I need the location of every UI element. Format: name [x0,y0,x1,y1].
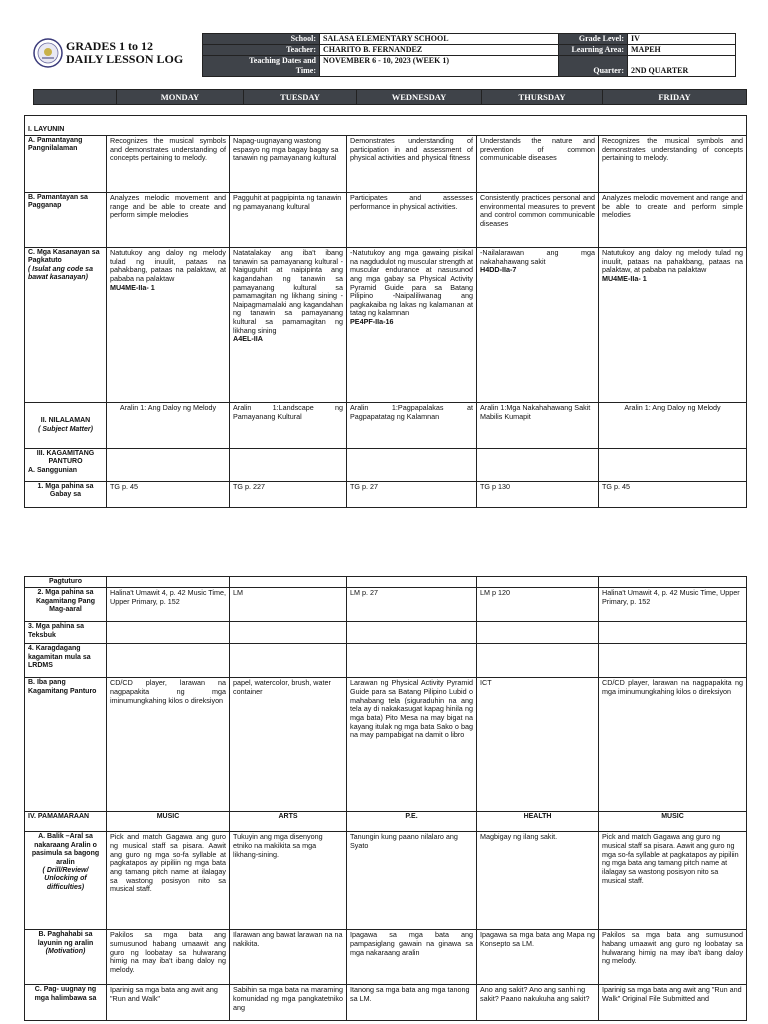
p2-row-5-tuesday: ARTS [230,812,347,832]
p2-row-2-label: 3. Mga pahina sa Teksbuk [25,622,107,644]
row-4-label: 1. Mga pahina sa Gabay sa [25,482,107,508]
p2-row-2-thursday [477,622,599,644]
row-b-wednesday: Participates and assesses performance in physical activities. [347,193,477,248]
title-line-1: GRADES 1 to 12 [66,39,154,53]
row-c-sublabel: ( Isulat ang code sa bawat kasanayan) [28,265,93,282]
p2-row-6-thursday: Magbigay ng ilang sakit. [477,832,599,930]
p2-row-0-tuesday [230,577,347,588]
row-a-tuesday: Napag-uugnayang wastong espasyo ng mga bagay bagay sa tanawin ng pamayanang kultural [230,136,347,193]
p2-row-4-label: B. Iba pang Kagamitang Panturo [25,678,107,812]
deped-seal [33,38,63,68]
p2-row-4-monday: CD/CD player, larawan na nagpapakita ng mga iminumungkahing kilos o direksiyon [107,678,230,812]
p2-row-7-thursday: Ipagawa sa mga bata ang Mapa ng Konsepto sa LM. [477,930,599,985]
row-3-sublabel: A. Sanggunian [28,466,77,474]
p2-row-0-friday [599,577,747,588]
p2-row-3-thursday [477,644,599,678]
header-info-table [202,33,736,77]
row-b-monday: Analyzes melodic movement and range and be able to create and perform simple melodies [107,193,230,248]
school-label: School: [203,34,320,45]
row-c-thursday-text: -Nailalarawan ang mga nakahahawang sakit [480,248,595,266]
row-2-sublabel: ( Subject Matter) [38,425,93,433]
p2-row-1-wednesday: LM p. 27 [347,588,477,622]
p2-row-8-label: C. Pag- uugnay ng mga halimbawa sa [25,985,107,1021]
day-wednesday: WEDNESDAY [357,90,482,105]
row-b-friday: Analyzes melodic movement and range and be able to create and perform simple melodies [599,193,747,248]
row-c-wednesday-text: -Natutukoy ang mga gawaing pisikal na nagdudulot ng muscular strength at muscular endurance at nasusunod ang mga gabay sa Physical Activity Pyramid Guide para sa Batang Pilipino -Naipaliliwanag ang pagkakaiba ng lakas ng kalamanan at tatag ng kalamnan [350,248,473,318]
row-2-friday: Aralin 1: Ang Daloy ng Melody [599,403,747,449]
p2-row-7-monday: Pakilos sa mga bata ang sumusunod habang umaawit ang guro ng loobatay sa hulwarang himig na may iba't ibang daloy ng melody. [107,930,230,985]
row-3-tuesday [230,449,347,482]
p2-row-6-sublabel: ( Drill/Review/ Unlocking of difficulties) [42,866,89,891]
p2-row-5-monday: MUSIC [107,812,230,832]
p2-row-5-label: IV. PAMAMARAAN [25,812,107,832]
row-3-monday [107,449,230,482]
row-4-friday: TG p. 45 [599,482,747,508]
row-c-friday-code: MU4ME-IIa- 1 [602,273,647,283]
p2-row-8-wednesday: Itanong sa mga bata ang mga tanong sa LM. [347,985,477,1021]
p2-row-8-thursday: Ano ang sakit? Ano ang sanhi ng sakit? Paano nakukuha ang sakit? [477,985,599,1021]
p2-row-6-label-cell [25,832,107,930]
p2-row-1-friday: Halina't Umawit 4, p. 42 Music Time, Upper Primary, p. 152 [599,588,747,622]
row-c-thursday-code: H4DD-IIa-7 [480,265,517,275]
row-2-label: II. NILALAMAN [40,417,91,425]
p2-row-4-tuesday: papel, watercolor, brush, water container [230,678,347,812]
p2-row-6-tuesday: Tukuyin ang mga disenyong etniko na makikita sa mga likhang-sining. [230,832,347,930]
lesson-table-page1 [24,115,747,508]
layunin-heading: I. LAYUNIN [25,116,747,136]
row-c-label: C. Mga Kasanayan sa Pagkatuto [28,249,100,265]
row-c-tuesday-text: Natatalakay ang iba't ibang tanawin sa pamayanang kultural -Naiguguhit at naipipinta ang kagandahan ng tanawin sa pamayanang kultural sa pamamagitan ng likhang sining -Naipagmamalaki ang kagandahan ng tanawin sa pamayanang kultural sa pamamagitan ng likhang sining [233,248,343,335]
grade-value: IV [628,34,736,45]
p2-row-0-monday [107,577,230,588]
teacher-label: Teacher: [203,45,320,56]
dates-label-2: Time: [295,66,316,75]
p2-row-4-wednesday: Larawan ng Physical Activity Pyramid Guide para sa Batang Pilipino Lubid o mahabang tela (siguraduhin na ang tela ay di nakakasugat kapag hinila ng mga bata) Pito Mesa na may bigat na kayang itulak ng mga bata Sako o bag na may pampabigat na damit o libro [347,678,477,812]
p2-row-7-tuesday: Ilarawan ang bawat larawan na na nakikita. [230,930,347,985]
area-value: MAPEH [628,45,736,56]
row-a-monday: Recognizes the musical symbols and demonstrates understanding of concepts pertaining to melody. [107,136,230,193]
day-tuesday: TUESDAY [244,90,357,105]
school-value: SALASA ELEMENTARY SCHOOL [320,34,559,45]
p2-row-6-wednesday: Tanungin kung paano nilalaro ang Syato [347,832,477,930]
p2-row-3-tuesday [230,644,347,678]
day-header-blank [34,90,117,105]
row-c-monday [107,248,230,403]
p2-row-7-wednesday: Ipagawa sa mga bata ang pampasiglang gawain na ginawa sa mga nakaraang aralin [347,930,477,985]
p2-row-6-label: A. Balik –Aral sa nakaraang Aralin o pasimula sa bagong aralin [31,833,100,866]
row-a-thursday: Understands the nature and prevention of common communicable diseases [477,136,599,193]
dates-label-1: Teaching Dates and [249,56,316,65]
row-2-monday: Aralin 1: Ang Daloy ng Melody [107,403,230,449]
row-a-friday: Recognizes the musical symbols and demonstrates understanding of concepts pertaining to melody. [599,136,747,193]
document-title [66,40,183,66]
p2-row-6-monday: Pick and match Gagawa ang guro ng musical staff sa pisara. Aawit ang guro ng mga so-fa syllable at pagkatapos ay pipiliin ng mga bata ang tamang pitch name at ilalagay sa wastong posisyon nito sa musical staff. [107,832,230,930]
row-c-friday [599,248,747,403]
row-b-label: B. Pamantayan sa Pagganap [25,193,107,248]
row-c-tuesday [230,248,347,403]
row-3-wednesday [347,449,477,482]
row-2-tuesday: Aralin 1:Landscape ng Pamayanang Kultural [230,403,347,449]
area-label: Learning Area: [559,45,628,56]
p2-row-0-thursday [477,577,599,588]
p2-row-8-friday: Iparinig sa mga bata ang awit ang "Run and Walk" Original File Submitted and [599,985,747,1021]
row-2-label-cell [25,403,107,449]
row-c-wednesday [347,248,477,403]
quarter-value: 2ND QUARTER [628,56,736,77]
p2-row-3-label: 4. Karagdagang kagamitan mula sa LRDMS [25,644,107,678]
row-4-thursday: TG p 130 [477,482,599,508]
row-a-wednesday: Demonstrates understanding of participation in and assessment of physical activities and physical fitness [347,136,477,193]
row-3-friday [599,449,747,482]
row-b-tuesday: Pagguhit at pagpipinta ng tanawin ng pamayanang kultural [230,193,347,248]
row-4-wednesday: TG p. 27 [347,482,477,508]
day-header-bar [33,89,747,105]
p2-row-0-label: Pagtuturo [25,577,107,588]
title-line-2: DAILY LESSON LOG [66,52,184,66]
teacher-value: CHARITO B. FERNANDEZ [320,45,559,56]
p2-row-2-wednesday [347,622,477,644]
p2-row-3-monday [107,644,230,678]
row-c-friday-text: Natutukoy ang daloy ng melody tulad ng inuulit, pataas na pahakbang, pataas na palaktaw, at pababa na palaktaw [602,248,743,275]
p2-row-7-label-cell [25,930,107,985]
day-monday: MONDAY [117,90,244,105]
row-c-monday-text: Natutukoy ang daloy ng melody tulad ng inuulit, pataas na pahakbang, pataas na palaktaw, at pababa na palaktaw [110,248,226,283]
row-c-label-cell [25,248,107,403]
row-3-label: III. KAGAMITANG PANTURO [36,450,95,466]
p2-row-2-tuesday [230,622,347,644]
p2-row-1-monday: Halina't Umawit 4, p. 42 Music Time, Upper Primary, p. 152 [107,588,230,622]
p2-row-5-wednesday: P.E. [347,812,477,832]
row-b-thursday: Consistently practices personal and environmental measures to prevent and control common communicable diseases [477,193,599,248]
day-friday: FRIDAY [603,90,747,105]
lesson-table-page2 [24,576,747,1021]
p2-row-8-monday: Iparinig sa mga bata ang awit ang "Run and Walk" [107,985,230,1021]
p2-row-7-label: B. Paghahabi sa layunin ng aralin [37,931,94,947]
row-4-tuesday: TG p. 227 [230,482,347,508]
p2-row-4-thursday: ICT [477,678,599,812]
quarter-label: Quarter: [559,56,628,77]
row-3-thursday [477,449,599,482]
row-c-tuesday-code: A4EL-IIA [233,334,263,344]
p2-row-8-tuesday: Sabihin sa mga bata na maraming komunidad ng mga pangkatetniko ang [230,985,347,1021]
row-c-monday-code: MU4ME-IIa- 1 [110,282,155,292]
dates-value: NOVEMBER 6 - 10, 2023 (WEEK 1) [320,56,559,77]
p2-row-3-friday [599,644,747,678]
p2-row-6-friday: Pick and match Gagawa ang guro ng musical staff sa pisara. Aawit ang guro ng mga so-fa syllable at pagkatapos ay pipiliin ng mga bata ang tamang pitch name at ilalagay sa wastong posisyon nito sa musical staff. [599,832,747,930]
p2-row-7-friday: Pakilos sa mga bata ang sumusunod habang umaawit ang guro ng loobatay sa hulwarang himig na may iba't ibang daloy ng melody. [599,930,747,985]
row-2-thursday: Aralin 1:Mga Nakahahawang Sakit Mabilis Kumapit [477,403,599,449]
p2-row-1-thursday: LM p 120 [477,588,599,622]
row-4-monday: TG p. 45 [107,482,230,508]
row-c-wednesday-code: PE4PF-IIa-16 [350,317,394,327]
p2-row-2-monday [107,622,230,644]
p2-row-0-wednesday [347,577,477,588]
day-thursday: THURSDAY [482,90,603,105]
dates-label [203,56,320,77]
p2-row-3-wednesday [347,644,477,678]
grade-label: Grade Level: [559,34,628,45]
p2-row-5-friday: MUSIC [599,812,747,832]
p2-row-4-friday: CD/CD player, larawan na nagpapakita ng mga iminumungkahing kilos o direksiyon [599,678,747,812]
row-2-wednesday: Aralin 1:Pagpapalakas at Pagpapatatag ng Kalamnan [347,403,477,449]
p2-row-5-thursday: HEALTH [477,812,599,832]
p2-row-2-friday [599,622,747,644]
p2-row-1-tuesday: LM [230,588,347,622]
row-c-thursday [477,248,599,403]
p2-row-7-sublabel: (Motivation) [45,948,86,956]
row-3-label-cell [25,449,107,482]
p2-row-1-label: 2. Mga pahina sa Kagamitang Pang Mag-aaral [25,588,107,622]
row-a-label: A. Pamantayang Pangnilalaman [25,136,107,193]
